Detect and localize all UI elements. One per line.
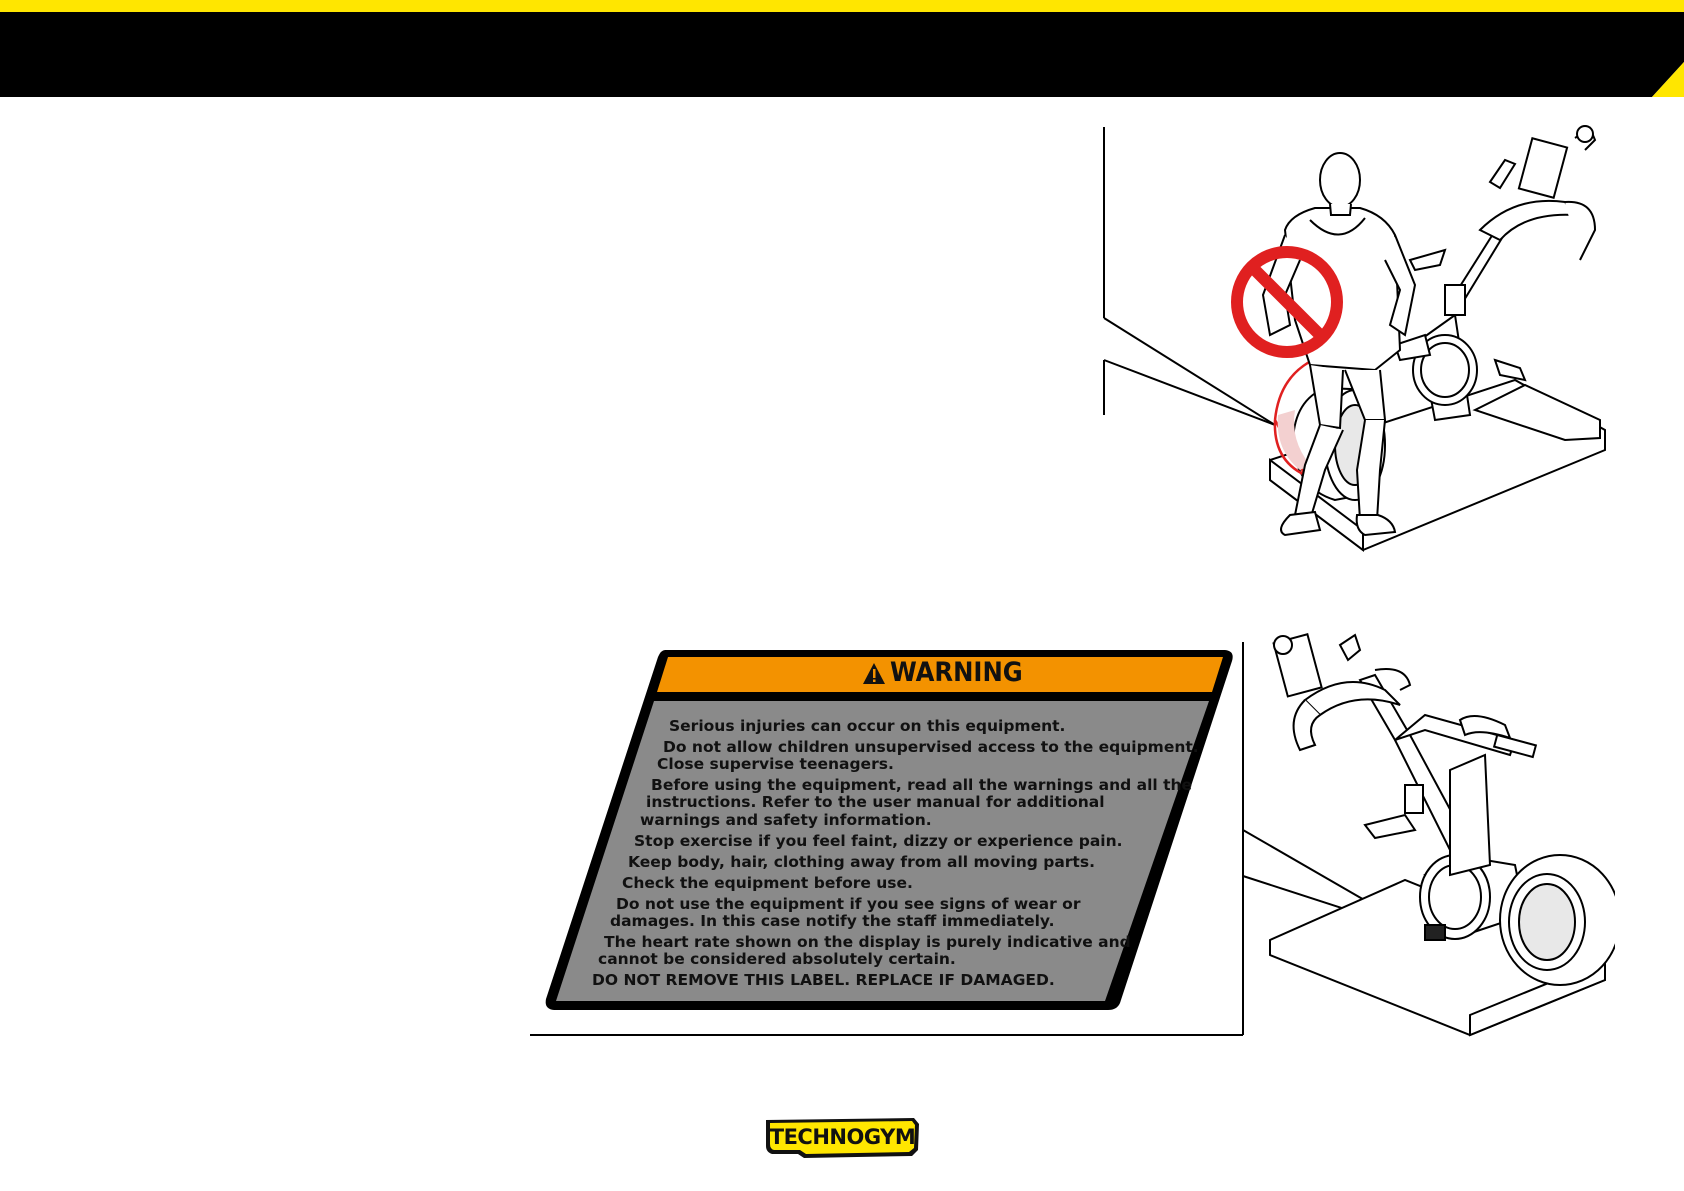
- warning-line: Before using the equipment, read all the warnings and all the: [651, 776, 1193, 794]
- technogym-logo: [764, 1114, 921, 1160]
- top-illustration: [1095, 120, 1615, 560]
- warning-line: Close supervise teenagers.: [657, 755, 894, 773]
- warning-title: WARNING: [890, 657, 1023, 688]
- warning-line: damages. In this case notify the staff immediately.: [610, 912, 1055, 930]
- logo-text: TECHNOGYM: [769, 1125, 916, 1149]
- warning-label: [540, 645, 1240, 1015]
- warning-line: Keep body, hair, clothing away from all moving parts.: [628, 853, 1095, 871]
- warning-line: warnings and safety information.: [640, 811, 932, 829]
- warning-line: Do not use the equipment if you see signs of wear or: [616, 895, 1081, 913]
- warning-line: instructions. Refer to the user manual for additional: [646, 793, 1105, 811]
- warning-line: Do not allow children unsupervised access to the equipment.: [663, 738, 1199, 756]
- warning-line: DO NOT REMOVE THIS LABEL. REPLACE IF DAMAGED.: [592, 971, 1055, 989]
- header-bar: [0, 0, 1684, 100]
- exercise-bike-icon: [1270, 634, 1615, 1035]
- warning-line: cannot be considered absolutely certain.: [598, 950, 956, 968]
- warning-line: Check the equipment before use.: [622, 874, 913, 892]
- warning-line: The heart rate shown on the display is purely indicative and: [604, 933, 1131, 951]
- warning-line: Serious injuries can occur on this equipment.: [669, 717, 1066, 735]
- warning-line: Stop exercise if you feel faint, dizzy or experience pain.: [634, 832, 1123, 850]
